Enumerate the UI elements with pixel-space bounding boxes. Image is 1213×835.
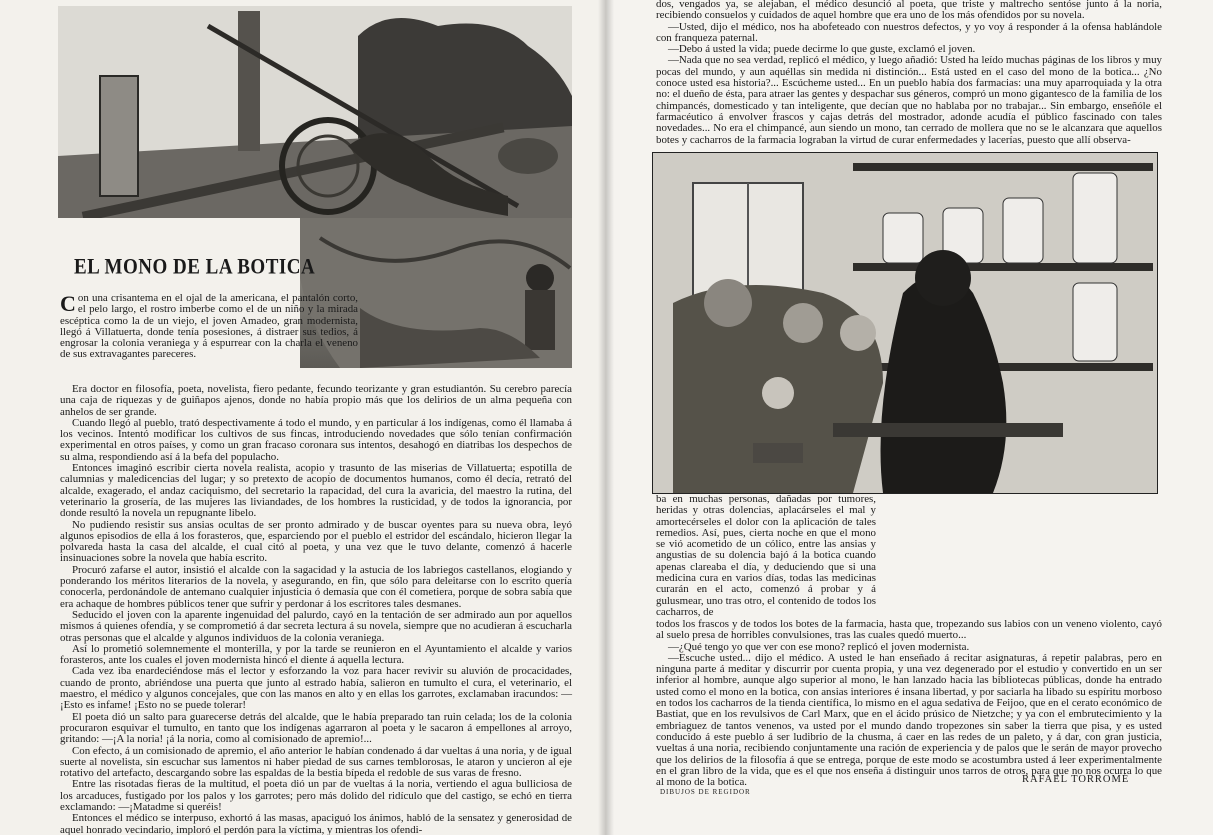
paragraph: Procuró zafarse el autor, insistió el alcalde con la sagacidad y la astucia de los labriegos castellanos, elogiando y ponderando los méritos literarios de la novela, y asegurando, en fin, que sólo para deleitarse con lo escrito quería conocerla, perdonándole de antemano cualquier injusticia ó demasía que con él cometiera, porque de sobra sabía que era achaque de hombres públicos tener que sufrir y perdonar á los escritores tales desmanes. [60, 563, 572, 610]
intro-paragraph [60, 293, 358, 361]
paragraph: El poeta dió un salto para guarecerse detrás del alcalde, que le había preparado tan ruin celada; los de la colonia procuraron esquivar el tumulto, en tanto que los indígenas agarraron al poeta y le sacaron á empellones al arroyo, gritando: —¡A la noria! ¡á la noria, como al comisionado de apremio!... [60, 710, 572, 746]
right-narrow-column [656, 494, 876, 618]
paragraph: Era doctor en filosofía, poeta, novelista, fiero pedante, fecundo teorizante y gran estudiantón. Su cerebro parecía una caja de riquezas y de guiñapos ajenos, donde no había propio más que los delirios de un alma pequeña con anhelos de ser grande. [60, 383, 572, 418]
paragraph: dos, vengados ya, se alejaban, el médico desunció al poeta, que triste y maltrecho sentóse junto á la noria, recibiendo consuelos y cuidados de aquel hombre que era uno de los más ofendidos por su novela. [656, 0, 1162, 22]
noria-illustration [58, 6, 572, 218]
paragraph: ba en muchas personas, dañadas por tumores, heridas y otras dolencias, aplacárseles el mal y amortecérseles el dolor con la aplicación de tales remedios. Así, pues, cierta noche en que el mono se vió acometido de un cólico, entre las ansias y angustias de su dolencia bajó á la botica cuando apenas clareaba el día, y deduciendo que si una medicina cura en varios días, todas las medicinas curarán en el acto, comenzó á probar y á gulusmear, uno tras otro, el contenido de todos los cacharros, de [656, 493, 876, 618]
author-signature: RAFAEL TORROMÉ [1022, 774, 1130, 785]
paragraph: —Debo á usted la vida; puede decirme lo que guste, exclamó el joven. [668, 43, 976, 56]
paragraph: —Escuche usted... dijo el médico. A usted le han enseñado á recitar asignaturas, á repetir palabras, pero en ninguna parte á meditar y discurrir por cuenta propia, y una vez degenerado por el estudio y convertido en un ser inferior al hombre, aunque algo superior al mono, le han lanzado hacia las bibliotecas públicas, donde ha entrado usted como el mono en la botica, con ansias interiores é insana libertad, y por saciarla ha libado su espíritu morboso en todos los cacharros de la tienda científica, lo mismo en el agua sedativa de Feijoo, que en el cerato económico de Bastiat, que en los revulsivos de Carl Marx, que en el ácido prúsico de Nietzche; y ya con el embrutecimiento y la embriaguez de tantos venenos, va usted por el mundo dando tropezones sin saber la tierra que pisa, y es usted conducido á este pueblo á ser ludibrio de la chusma, á caer en las redes de un paleto, y á dar, con gran justicia, vueltas á una noria, recibiendo conjuntamente una ración de experiencia y de palos que le serán de mayor provecho que los delirios de la filosofía á que se entrega, porque de este modo se acostumbra usted á leer experimentalmente en el gran libro de la vida, que es el que nos enseña á distinguir unos tarros de otros, para que no nos ocurra lo que al mono de la botica. [656, 651, 1162, 789]
paragraph: Entre las risotadas fieras de la multitud, el poeta dió un par de vueltas á la noria, vertiendo el agua bulliciosa de los arcaduces, fustigado por los palos y los garrotes; pero más dolido del ridículo que del castigo, se echó en tierra exclamando: —¡Matadme si queréis! [60, 778, 572, 813]
article-title: EL MONO DE LA BOTICA [74, 255, 316, 280]
paragraph: —¿Qué tengo yo que ver con ese mono? replicó el joven modernista. [668, 640, 970, 653]
paragraph: —Usted, dijo el médico, nos ha abofeteado con nuestros defectos, y yo voy á responder á la ofensa hablándole con franqueza paternal. [656, 20, 1162, 44]
paragraph: No pudiendo resistir sus ansias ocultas de ser pronto admirado y de buscar oyentes para su nueva obra, leyó algunos episodios de ella á los forasteros, que, esparciendo por el pueblo el estridor del escándalo, hicieron llegar la polvareda hasta la casa del alcalde, el cual citó al poeta, y una vez que le tuvo delante, comenzó á hacerle insinuaciones sobre la novela que había escrito. [60, 518, 572, 565]
left-column-body [60, 384, 572, 835]
paragraph: Cada vez iba enardeciéndose más el lector y esforzando la voz para hacer revivir su aluvión de procacidades, cuando de pronto, abriéndose una puerta que junto al estrado había, salieron en tumulto el cura, el veterinario, el maestro, el médico y algunos concejales, que con las manos en alto y en ellas los garrotes, exclamaban iracundos: —¡Esto es infame! ¡Esto no se puede tolerar! [60, 665, 572, 712]
left-page [0, 0, 606, 835]
dropcap: C [60, 291, 76, 316]
paragraph: todos los frascos y de todos los botes de la farmacia, hasta que, tropezando sus labios con un veneno violento, cayó al suelo presa de horribles convulsiones, tras las cuales quedó muerto... [656, 618, 1162, 642]
intro-text: on una crisantema en el ojal de la americana, el pantalón corto, el pelo largo, el rostro imberbe como el de un niño y la mirada escéptica como la de un viejo, el joven Amadeo, gran modernista, llegó á Villatuerta, donde tenía posesiones, á distraer sus tedios, á engrosar la colonia veraniega y á espurrear con la charla el veneno de sus extravagantes pareceres. [60, 292, 358, 361]
monkey-pharmacy-illustration [652, 152, 1158, 494]
paragraph: Entonces el médico se interpuso, exhortó á las masas, apaciguó los ánimos, habló de la sensatez y generosidad de aquel honrado vecindario, imploró el perdón para la víctima, y mientras los ofendi- [60, 812, 572, 835]
paragraph: —Nada que no sea verdad, replicó el médico, y luego añadió: Usted ha leído muchas páginas de los libros y muy pocas del mundo, y aun aquéllas sin medida ni distinción... Está usted en el caso del mono de la botica... ¿No conoce usted esa historia?... Escúcheme usted... En un pueblo había dos farmacias: una muy aparroquiada y la otra no: el dueño de ésta, para atraer las gentes y despachar sus géneros, compró un mono gigantesco de la familia de los chimpancés, domesticado y tan inteligente, que decían que no hablaba por no trabajar... Sin embargo, enseñóle el farmacéutico á envolver frascos y cajas detrás del mostrador, adonde acudía el público fascinado con tales novedades... No era el chimpancé, aun siendo un mono, tan cerrado de mollera que no se le alcanzara que aquellos botes y cacharros de la farmacia lograban la virtud de curar enfermedades y lacerías, puesto que allí observa- [656, 54, 1162, 146]
illustrator-credit: DIBUJOS DE REGIDOR [660, 788, 751, 796]
paragraph: Con efecto, á un comisionado de apremio, el año anterior le habían condenado á dar vueltas á una noria, y de igual suerte al novelista, sin escuchar sus lamentos ni haber piedad de sus carnes temblorosas, le ataron y uncieron al eje rotativo del artefacto, descargando sobre las espaldas de la bestia bípeda el redoble de sus varas de fresno. [60, 744, 572, 780]
paragraph: Seducido el joven con la aparente ingenuidad del palurdo, cayó en la tentación de ser admirado aun por aquellos mismos á quienes ofendía, y se comprometió á dar secreta lectura á su novela, siempre que no acudieran á escucharla otras personas que el alcalde y algunos individuos de la colonia veraniega. [60, 608, 572, 644]
right-page [606, 0, 1213, 835]
left-column-top [60, 293, 358, 361]
paragraph: Así lo prometió solemnemente el monterilla, y por la tarde se reunieron en el Ayuntamiento el alcalde y varios forasteros, ante los cuales el joven modernista hincó el diente á aquella lectura. [60, 642, 572, 667]
paragraph: Entonces imaginó escribir cierta novela realista, acopio y trasunto de las miserias de Villatuerta; espotilla de calumnias y maledicencias del lugar; y so pretexto de acopio de documentos humanos, como él decía, retrató del alcalde, exagerado, el andaz caciquismo, del secretario la rapacidad, del cura la avaricia, del maestro la rutina, del veterinario la grosería, de las mujeres las liviandades, de los hombres la rusticidad, y de todos la ignorancia, por donde resultó la novela un repugnante libelo. [60, 462, 572, 520]
right-column-bottom [656, 619, 1162, 788]
paragraph: Cuando llegó al pueblo, trató despectivamente á todo el mundo, y en particular á los indígenas, como él llamaba á los vecinos. Intentó modificar los cultivos de sus fincas, introduciendo novedades que sólo tenían confirmación experimental en otros países, y como un gran fracaso coronara sus intentos, desahogó en diatribas los despechos de su alma, respondiendo así á la befa del populacho. [60, 416, 572, 463]
right-column-top [656, 0, 1162, 146]
